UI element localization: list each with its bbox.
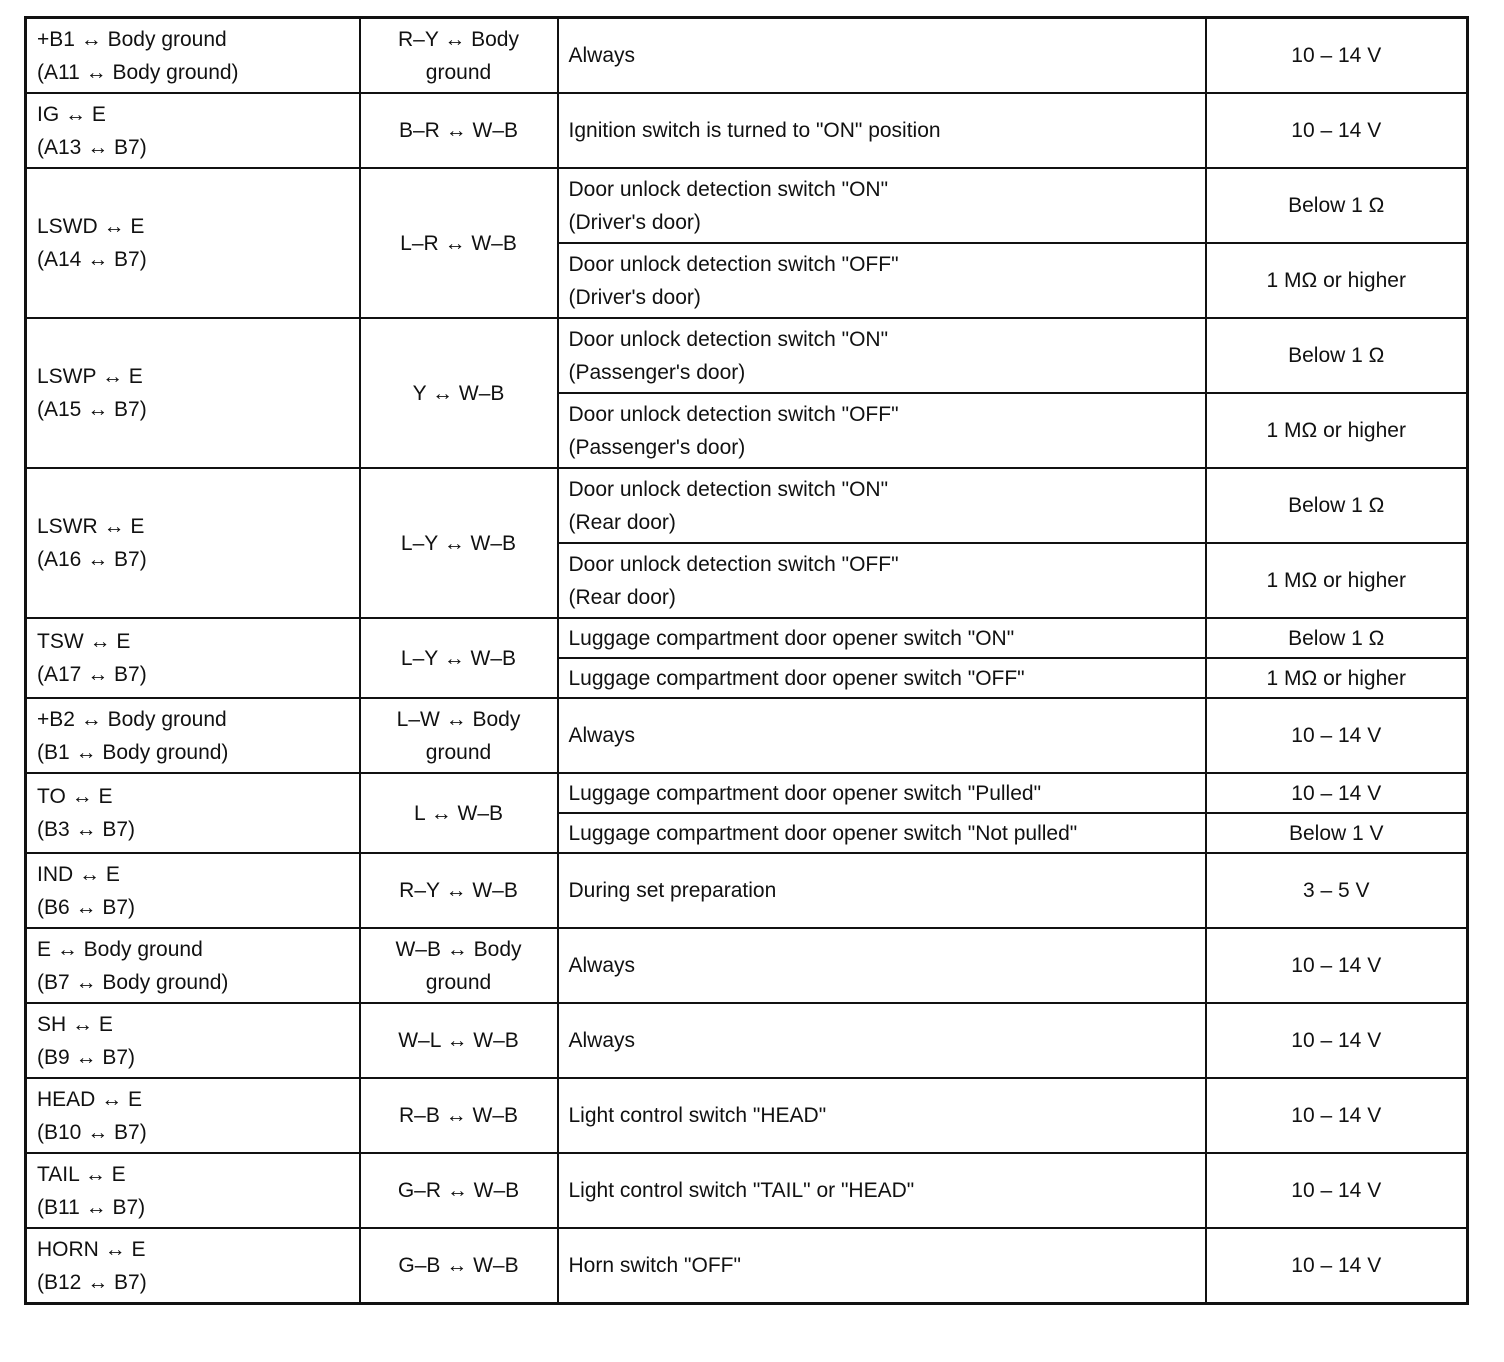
condition-cell	[558, 658, 1206, 698]
specified-value-text: Below 1 Ω	[1288, 344, 1385, 367]
terminal-cell	[26, 773, 360, 853]
wire-color-text: L–W ↔ Body	[396, 707, 521, 731]
terminal-text: (B9 ↔ B7)	[37, 1045, 136, 1069]
wire-color-cell	[360, 618, 558, 698]
table-row	[26, 698, 1468, 773]
terminal-cell	[26, 318, 360, 468]
terminal-text: (A13 ↔ B7)	[37, 135, 147, 159]
terminal-text: (A16 ↔ B7)	[37, 548, 147, 571]
wire-color-text: Y ↔ W–B	[412, 381, 505, 405]
wire-color-cell	[360, 1003, 558, 1078]
specified-value-text: 10 – 14 V	[1291, 1029, 1382, 1052]
specified-value-text: 10 – 14 V	[1291, 1254, 1382, 1277]
table-row	[26, 1003, 1468, 1078]
terminal-text: +B1 ↔ Body ground	[37, 27, 227, 51]
specified-value-text: 10 – 14 V	[1291, 1104, 1382, 1127]
terminal-text: TAIL ↔ E	[37, 1162, 126, 1186]
table-row	[26, 93, 1468, 168]
condition-text: Luggage compartment door opener switch "ON"	[568, 626, 1015, 650]
table-row	[26, 853, 1468, 928]
specified-value-cell	[1206, 318, 1468, 393]
condition-text: Luggage compartment door opener switch "OFF"	[568, 666, 1025, 690]
terminal-text: LSWR ↔ E	[37, 515, 145, 538]
condition-text: (Driver's door)	[568, 210, 701, 234]
specified-value-cell	[1206, 168, 1468, 243]
wire-color-cell	[360, 928, 558, 1003]
specified-value-text: 1 MΩ or higher	[1266, 666, 1406, 690]
condition-cell	[558, 853, 1206, 928]
table-row	[26, 468, 1468, 543]
condition-cell	[558, 543, 1206, 618]
terminal-text: TSW ↔ E	[37, 630, 131, 653]
specified-value-cell	[1206, 698, 1468, 773]
specified-value-cell	[1206, 853, 1468, 928]
wire-color-text: R–B ↔ W–B	[398, 1104, 519, 1127]
condition-text: Door unlock detection switch "OFF"	[568, 402, 899, 426]
condition-text: Luggage compartment door opener switch "Pulled"	[568, 781, 1042, 805]
terminal-text: HORN ↔ E	[37, 1237, 146, 1261]
table-row	[26, 318, 1468, 393]
condition-text: Light control switch "TAIL" or "HEAD"	[568, 1179, 915, 1202]
condition-text: (Rear door)	[568, 585, 676, 609]
table-row	[26, 928, 1468, 1003]
terminal-text: +B2 ↔ Body ground	[37, 707, 227, 731]
condition-text: Door unlock detection switch "ON"	[568, 327, 889, 351]
terminal-inspection-table	[24, 16, 1469, 1305]
specified-value-text: 3 – 5 V	[1302, 879, 1370, 902]
condition-text: During set preparation	[568, 879, 777, 902]
terminal-text: IG ↔ E	[37, 102, 106, 126]
wire-color-cell	[360, 1228, 558, 1304]
terminal-cell	[26, 18, 360, 94]
specified-value-cell	[1206, 658, 1468, 698]
wire-color-text: ground	[425, 60, 492, 84]
condition-text: Always	[568, 44, 636, 67]
terminal-text: (B1 ↔ Body ground)	[37, 740, 229, 764]
wire-color-text: L–Y ↔ W–B	[400, 646, 517, 670]
terminal-text: (A14 ↔ B7)	[37, 248, 147, 271]
condition-cell	[558, 618, 1206, 658]
wire-color-cell	[360, 773, 558, 853]
specified-value-cell	[1206, 618, 1468, 658]
condition-cell	[558, 1003, 1206, 1078]
wire-color-text: ground	[425, 970, 492, 994]
condition-text: Light control switch "HEAD"	[568, 1104, 827, 1127]
condition-text: Always	[568, 724, 636, 747]
specified-value-cell	[1206, 773, 1468, 813]
specified-value-text: 10 – 14 V	[1291, 724, 1382, 747]
condition-cell	[558, 1228, 1206, 1304]
specified-value-cell	[1206, 813, 1468, 853]
specified-value-cell	[1206, 468, 1468, 543]
condition-text: (Passenger's door)	[568, 435, 746, 459]
specified-value-text: 10 – 14 V	[1291, 954, 1382, 977]
condition-text: Horn switch "OFF"	[568, 1254, 741, 1277]
terminal-text: (B7 ↔ Body ground)	[37, 970, 229, 994]
terminal-text: LSWD ↔ E	[37, 215, 145, 238]
wire-color-text: L ↔ W–B	[413, 801, 504, 825]
wire-color-text: R–Y ↔ W–B	[399, 879, 518, 902]
terminal-cell	[26, 468, 360, 618]
condition-text: Door unlock detection switch "ON"	[568, 477, 889, 501]
wire-color-text: G–B ↔ W–B	[398, 1254, 519, 1277]
table-row	[26, 1228, 1468, 1304]
terminal-text: (A17 ↔ B7)	[37, 663, 147, 686]
specified-value-text: 10 – 14 V	[1291, 1179, 1382, 1202]
condition-cell	[558, 773, 1206, 813]
terminal-text: IND ↔ E	[37, 862, 120, 886]
wire-color-cell	[360, 18, 558, 94]
specified-value-cell	[1206, 18, 1468, 94]
terminal-text: HEAD ↔ E	[37, 1087, 143, 1111]
specified-value-cell	[1206, 243, 1468, 318]
wire-color-text: W–B ↔ Body	[395, 937, 522, 961]
table-row	[26, 773, 1468, 813]
terminal-cell	[26, 1078, 360, 1153]
terminal-cell	[26, 698, 360, 773]
terminal-cell	[26, 618, 360, 698]
condition-cell	[558, 468, 1206, 543]
table-row	[26, 618, 1468, 658]
condition-text: Always	[568, 954, 636, 977]
table-row	[26, 1078, 1468, 1153]
specified-value-text: 10 – 14 V	[1291, 781, 1382, 805]
wire-color-cell	[360, 1153, 558, 1228]
terminal-text: (B6 ↔ B7)	[37, 895, 136, 919]
terminal-text: E ↔ Body ground	[37, 937, 203, 961]
specified-value-text: Below 1 V	[1288, 821, 1384, 845]
terminal-cell	[26, 93, 360, 168]
condition-text: Door unlock detection switch "OFF"	[568, 252, 899, 276]
specified-value-cell	[1206, 1228, 1468, 1304]
wire-color-text: W–L ↔ W–B	[398, 1029, 519, 1052]
specified-value-text: Below 1 Ω	[1288, 494, 1385, 517]
wire-color-cell	[360, 853, 558, 928]
terminal-text: TO ↔ E	[37, 785, 113, 808]
wire-color-cell	[360, 698, 558, 773]
condition-cell	[558, 393, 1206, 468]
wire-color-cell	[360, 468, 558, 618]
condition-text: Always	[568, 1029, 636, 1052]
terminal-text: (B10 ↔ B7)	[37, 1120, 147, 1144]
wire-color-cell	[360, 168, 558, 318]
specified-value-text: Below 1 Ω	[1288, 194, 1385, 217]
wire-color-text: R–Y ↔ Body	[397, 27, 519, 51]
terminal-text: (A11 ↔ Body ground)	[37, 60, 239, 84]
terminal-text: LSWP ↔ E	[37, 365, 143, 388]
specified-value-cell	[1206, 1003, 1468, 1078]
terminal-cell	[26, 168, 360, 318]
specified-value-cell	[1206, 93, 1468, 168]
condition-cell	[558, 93, 1206, 168]
specified-value-cell	[1206, 543, 1468, 618]
condition-cell	[558, 18, 1206, 94]
condition-cell	[558, 168, 1206, 243]
condition-cell	[558, 318, 1206, 393]
condition-cell	[558, 1078, 1206, 1153]
condition-cell	[558, 813, 1206, 853]
terminal-text: (B3 ↔ B7)	[37, 818, 136, 841]
wire-color-text: ground	[425, 740, 492, 764]
terminal-cell	[26, 1228, 360, 1304]
terminal-text: (A15 ↔ B7)	[37, 398, 147, 421]
condition-text: Door unlock detection switch "ON"	[568, 177, 889, 201]
terminal-text: (B12 ↔ B7)	[37, 1270, 147, 1294]
wire-color-text: L–Y ↔ W–B	[400, 531, 517, 555]
wire-color-text: L–R ↔ W–B	[400, 231, 517, 255]
specified-value-cell	[1206, 1153, 1468, 1228]
terminal-cell	[26, 853, 360, 928]
wire-color-text: B–R ↔ W–B	[398, 119, 519, 142]
condition-text: (Passenger's door)	[568, 360, 746, 384]
specified-value-text: 1 MΩ or higher	[1266, 419, 1406, 442]
terminal-cell	[26, 1153, 360, 1228]
specified-value-cell	[1206, 928, 1468, 1003]
condition-text: Door unlock detection switch "OFF"	[568, 552, 899, 576]
specified-value-text: 10 – 14 V	[1291, 119, 1382, 142]
specified-value-cell	[1206, 1078, 1468, 1153]
wire-color-cell	[360, 1078, 558, 1153]
terminal-cell	[26, 928, 360, 1003]
condition-text: (Rear door)	[568, 510, 676, 534]
wire-color-cell	[360, 93, 558, 168]
specified-value-text: 1 MΩ or higher	[1266, 569, 1406, 592]
condition-text: Ignition switch is turned to "ON" position	[568, 119, 941, 142]
condition-cell	[558, 1153, 1206, 1228]
condition-cell	[558, 928, 1206, 1003]
condition-cell	[558, 698, 1206, 773]
wire-color-cell	[360, 318, 558, 468]
condition-cell	[558, 243, 1206, 318]
terminal-cell	[26, 1003, 360, 1078]
table-row	[26, 1153, 1468, 1228]
condition-text: Luggage compartment door opener switch "Not pulled"	[568, 821, 1078, 845]
table-row	[26, 168, 1468, 243]
table-row	[26, 18, 1468, 94]
specified-value-text: Below 1 Ω	[1288, 626, 1385, 650]
terminal-text: (B11 ↔ B7)	[37, 1195, 146, 1219]
specified-value-text: 1 MΩ or higher	[1266, 269, 1406, 292]
wire-color-text: G–R ↔ W–B	[397, 1179, 520, 1202]
terminal-text: SH ↔ E	[37, 1012, 113, 1036]
specified-value-text: 10 – 14 V	[1291, 44, 1382, 67]
condition-text: (Driver's door)	[568, 285, 701, 309]
specified-value-cell	[1206, 393, 1468, 468]
